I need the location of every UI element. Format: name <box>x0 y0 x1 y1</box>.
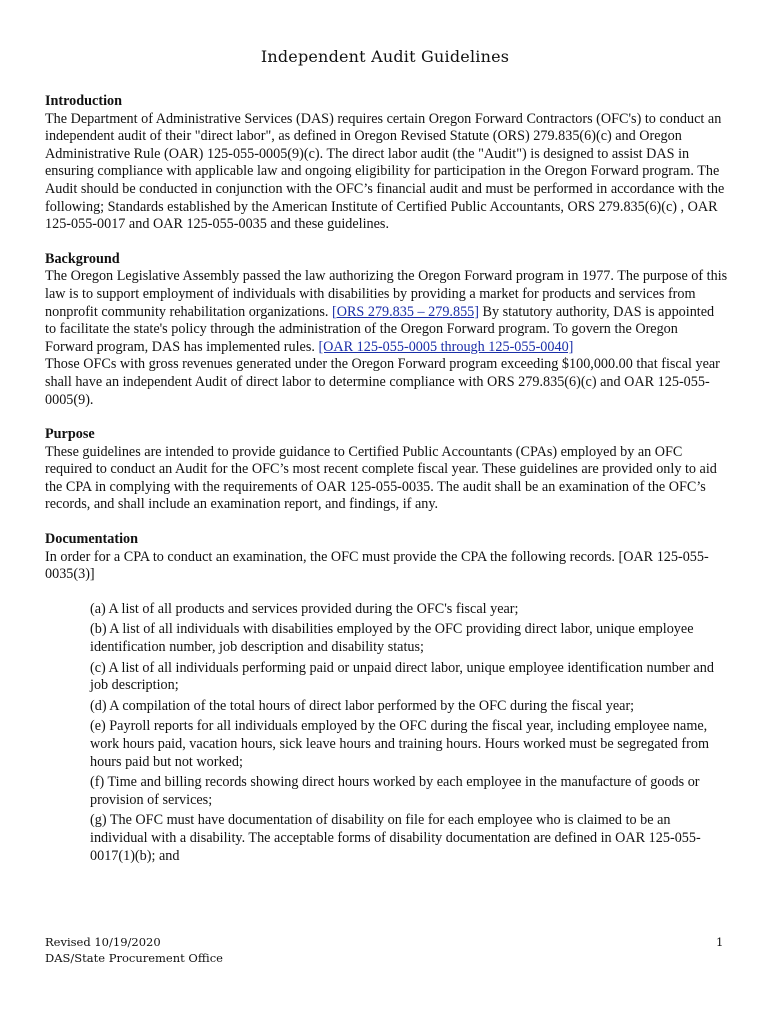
background-text-1: The Oregon Legislative Assembly passed the law authorizing the Oregon Forward program in 1977. The purpose of this law is to support employment of individuals with disabilities by providing a market for products and services from nonprofit community rehabilitation organizations. <box>45 268 728 320</box>
documentation-heading: Documentation <box>45 531 139 548</box>
purpose-text: These guidelines are intended to provide guidance to Certified Public Accountants (CPAs) employed by an OFC required to conduct an Audit for the OFC’s most recent complete fiscal year. These guidelines are provided only to aid the CPA in complying with the requirements of OAR 125-055-0035. The audit shall be an examination of the OFC’s records, and shall include an examination report, and findings, if any. <box>45 443 717 513</box>
documentation-section <box>45 531 728 865</box>
documentation-text: In order for a CPA to conduct an examination, the OFC must provide the CPA the following records. [OAR 125-055-0035(3)] <box>45 548 709 583</box>
background-heading: Background <box>45 250 120 267</box>
introduction-heading: Introduction <box>45 93 122 109</box>
page-title: Independent Audit Guidelines <box>260 47 510 66</box>
list-item: (g) The OFC must have documentation of disability on file for each employee who is claimed to be an individual with a disability. The acceptable forms of disability documentation are defined in OAR 125-055-0017(1)(b); and <box>90 812 701 864</box>
introduction-section <box>45 93 728 234</box>
revised-date: Revised 10/19/2020 <box>45 935 161 949</box>
list-item: (d) A compilation of the total hours of direct labor performed by the OFC during the fiscal year; <box>90 697 635 714</box>
background-text-2: By statutory authority, DAS is appointed to facilitate the state's policy through the administration of the Oregon Forward program. To govern the Oregon Forward program, DAS has implemented rules. <box>45 303 715 355</box>
list-item: (c) A list of all individuals performing paid or unpaid direct labor, unique employee identification number and job description; <box>90 659 714 694</box>
background-section <box>45 251 728 409</box>
background-paragraph <box>45 268 728 356</box>
list-item: (e) Payroll reports for all individuals employed by the OFC during the fiscal year, including employee name, work hours paid, vacation hours, sick leave hours and training hours. Hours worked must be segregated from hours paid but not worked; <box>90 718 709 770</box>
page-footer <box>45 934 223 966</box>
introduction-text: The Department of Administrative Services (DAS) requires certain Oregon Forward Contractors (OFC's) to conduct an independent audit of their "direct labor", as defined in Oregon Revised Statute (ORS) 279.835(6)(c) and Oregon Administrative Rule (OAR) 125-055-0005(9)(c). The direct labor audit (the "Audit") is designed to assist DAS in ensuring compliance with applicable law and ongoing eligibility for participation in the Oregon Forward program. The Audit should be conducted in conjunction with the OFC’s financial audit and must be performed in accordance with the following; Standards established by the American Institute of Certified Public Accountants, ORS 279.835(6)(c) , OAR 125-055-0017 and OAR 125-055-0035 and these guidelines. <box>45 110 725 233</box>
list-item: (a) A list of all products and services provided during the OFC's fiscal year; <box>90 600 519 617</box>
document-body <box>45 93 728 882</box>
purpose-heading: Purpose <box>45 426 95 443</box>
ors-link[interactable]: [ORS 279.835 – 279.855] <box>331 303 479 320</box>
purpose-section <box>45 426 728 514</box>
page-number: 1 <box>716 935 724 949</box>
records-list <box>90 601 728 865</box>
oar-link[interactable]: [OAR 125-055-0005 through 125-055-0040] <box>318 338 574 355</box>
office-name: DAS/State Procurement Office <box>45 951 223 965</box>
list-item: (b) A list of all individuals with disabilities employed by the OFC providing direct labor, unique employee identification number, job description and disability status; <box>90 621 694 656</box>
list-item: (f) Time and billing records showing direct hours worked by each employee in the manufacture of goods or provision of services; <box>90 774 700 808</box>
background-text-3: Those OFCs with gross revenues generated under the Oregon Forward program exceeding $100,000.00 that fiscal year shall have an independent Audit of direct labor to determine compliance with ORS 279.835(6)(c) and OAR 125-055-0005(9). <box>45 356 720 408</box>
